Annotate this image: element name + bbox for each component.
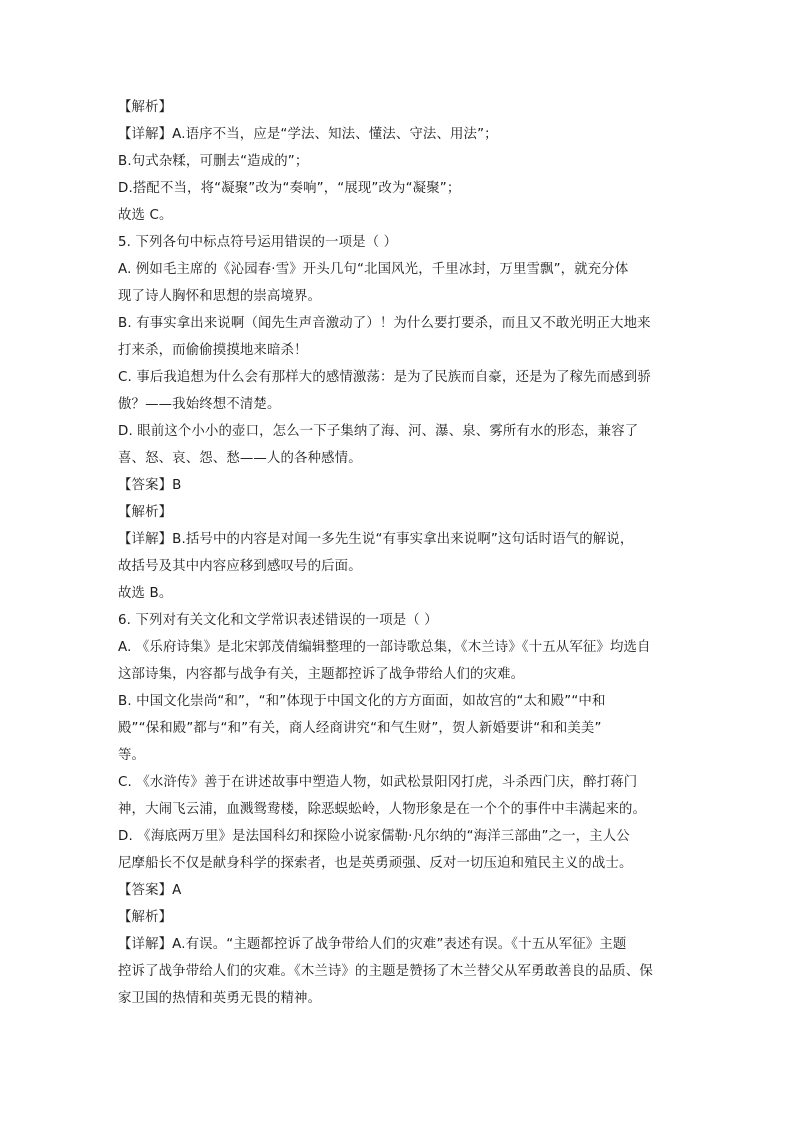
option-b-line: B. 有事实拿出来说啊（闻先生声音激动了）！为什么要打要杀，而且又不敢光明正大地来 <box>118 316 651 331</box>
option-a-line: A. 《乐府诗集》是北宋郭茂倩编辑整理的一部诗歌总集，《木兰诗》《十五从军征》均选自 <box>118 640 651 655</box>
option-c-line: C. 事后我追想为什么会有那样大的感情激荡：是为了民族而自豪，还是为了稼先而感到骄 <box>118 370 651 385</box>
analysis-heading: 【解析】 <box>118 505 173 520</box>
explanation-line: 【详解】A.语序不当，应是“学法、知法、懂法、守法、用法”； <box>118 127 498 142</box>
option-b-line: 打来杀，而偷偷摸摸地来暗杀！ <box>118 343 308 358</box>
option-b-line: B. 中国文化崇尚“和”，“和”体现于中国文化的方方面面，如故宫的“太和殿”“中和 <box>118 694 606 709</box>
option-a-line: 这部诗集，内容都与战争有关，主题都控诉了战争带给人们的灾难。 <box>118 667 525 682</box>
answer-line: 【答案】B <box>118 478 182 493</box>
explanation-line: 控诉了战争带给人们的灾难。《木兰诗》的主题是赞扬了木兰替父从军勇敢善良的品质、保 <box>118 964 653 979</box>
option-b-line: 殿”“保和殿”都与“和”有关，商人经商讲究“和气生财”，贺人新婚要讲“和和美美” <box>118 721 602 736</box>
option-c-line: 傲？——我始终想不清楚。 <box>118 397 281 412</box>
document-page <box>118 94 678 1012</box>
answer-line: 【答案】A <box>118 883 182 898</box>
explanation-line: D.搭配不当，将“凝聚”改为“奏响”，“展现”改为“凝聚”； <box>118 181 461 196</box>
explanation-line: 【详解】A.有误。“主题都控诉了战争带给人们的灾难”表述有误。《十五从军征》主题 <box>118 937 627 952</box>
explanation-line: 【详解】B.括号中的内容是对闻一多先生说“有事实拿出来说啊”这句话时语气的解说， <box>118 532 634 547</box>
explanation-line: 故括号及其中内容应移到感叹号的后面。 <box>118 559 362 574</box>
option-d-line: D. 眼前这个小小的壶口，怎么一下子集纳了海、河、瀑、泉、雾所有水的形态，兼容了 <box>118 424 639 439</box>
option-b-line: 等。 <box>118 748 146 763</box>
analysis-heading: 【解析】 <box>118 100 173 115</box>
option-c-line: 神，大闹飞云浦，血溅鸳鸯楼，除恶蜈蚣岭，人物形象是在一个个的事件中丰满起来的。 <box>118 802 647 817</box>
option-d-line: 喜、怒、哀、怨、愁——人的各种感情。 <box>118 451 362 466</box>
option-a-line: A. 例如毛主席的《沁园春·雪》开头几句“北国风光，千里冰封，万里雪飘”，就充分体 <box>118 262 629 277</box>
analysis-heading: 【解析】 <box>118 910 173 925</box>
option-d-line: D. 《海底两万里》是法国科幻和探险小说家儒勒·凡尔纳的“海洋三部曲”之一，主人公 <box>118 829 630 844</box>
conclusion-line: 故选 C。 <box>118 208 173 223</box>
option-c-line: C. 《水浒传》善于在讲述故事中塑造人物，如武松景阳冈打虎，斗杀西门庆，醉打蒋门 <box>118 775 638 790</box>
explanation-line: 家卫国的热情和英勇无畏的精神。 <box>118 991 322 1006</box>
question-5-stem: 5. 下列各句中标点符号运用错误的一项是（ ） <box>118 235 398 250</box>
option-d-line: 尼摩船长不仅是献身科学的探索者，也是英勇顽强、反对一切压迫和殖民主义的战士。 <box>118 856 633 871</box>
question-6-stem: 6. 下列对有关文化和文学常识表述错误的一项是（ ） <box>118 613 438 628</box>
option-a-line: 现了诗人胸怀和思想的崇高境界。 <box>118 289 322 304</box>
explanation-line: B.句式杂糅，可删去“造成的”； <box>118 154 309 169</box>
conclusion-line: 故选 B。 <box>118 586 173 601</box>
